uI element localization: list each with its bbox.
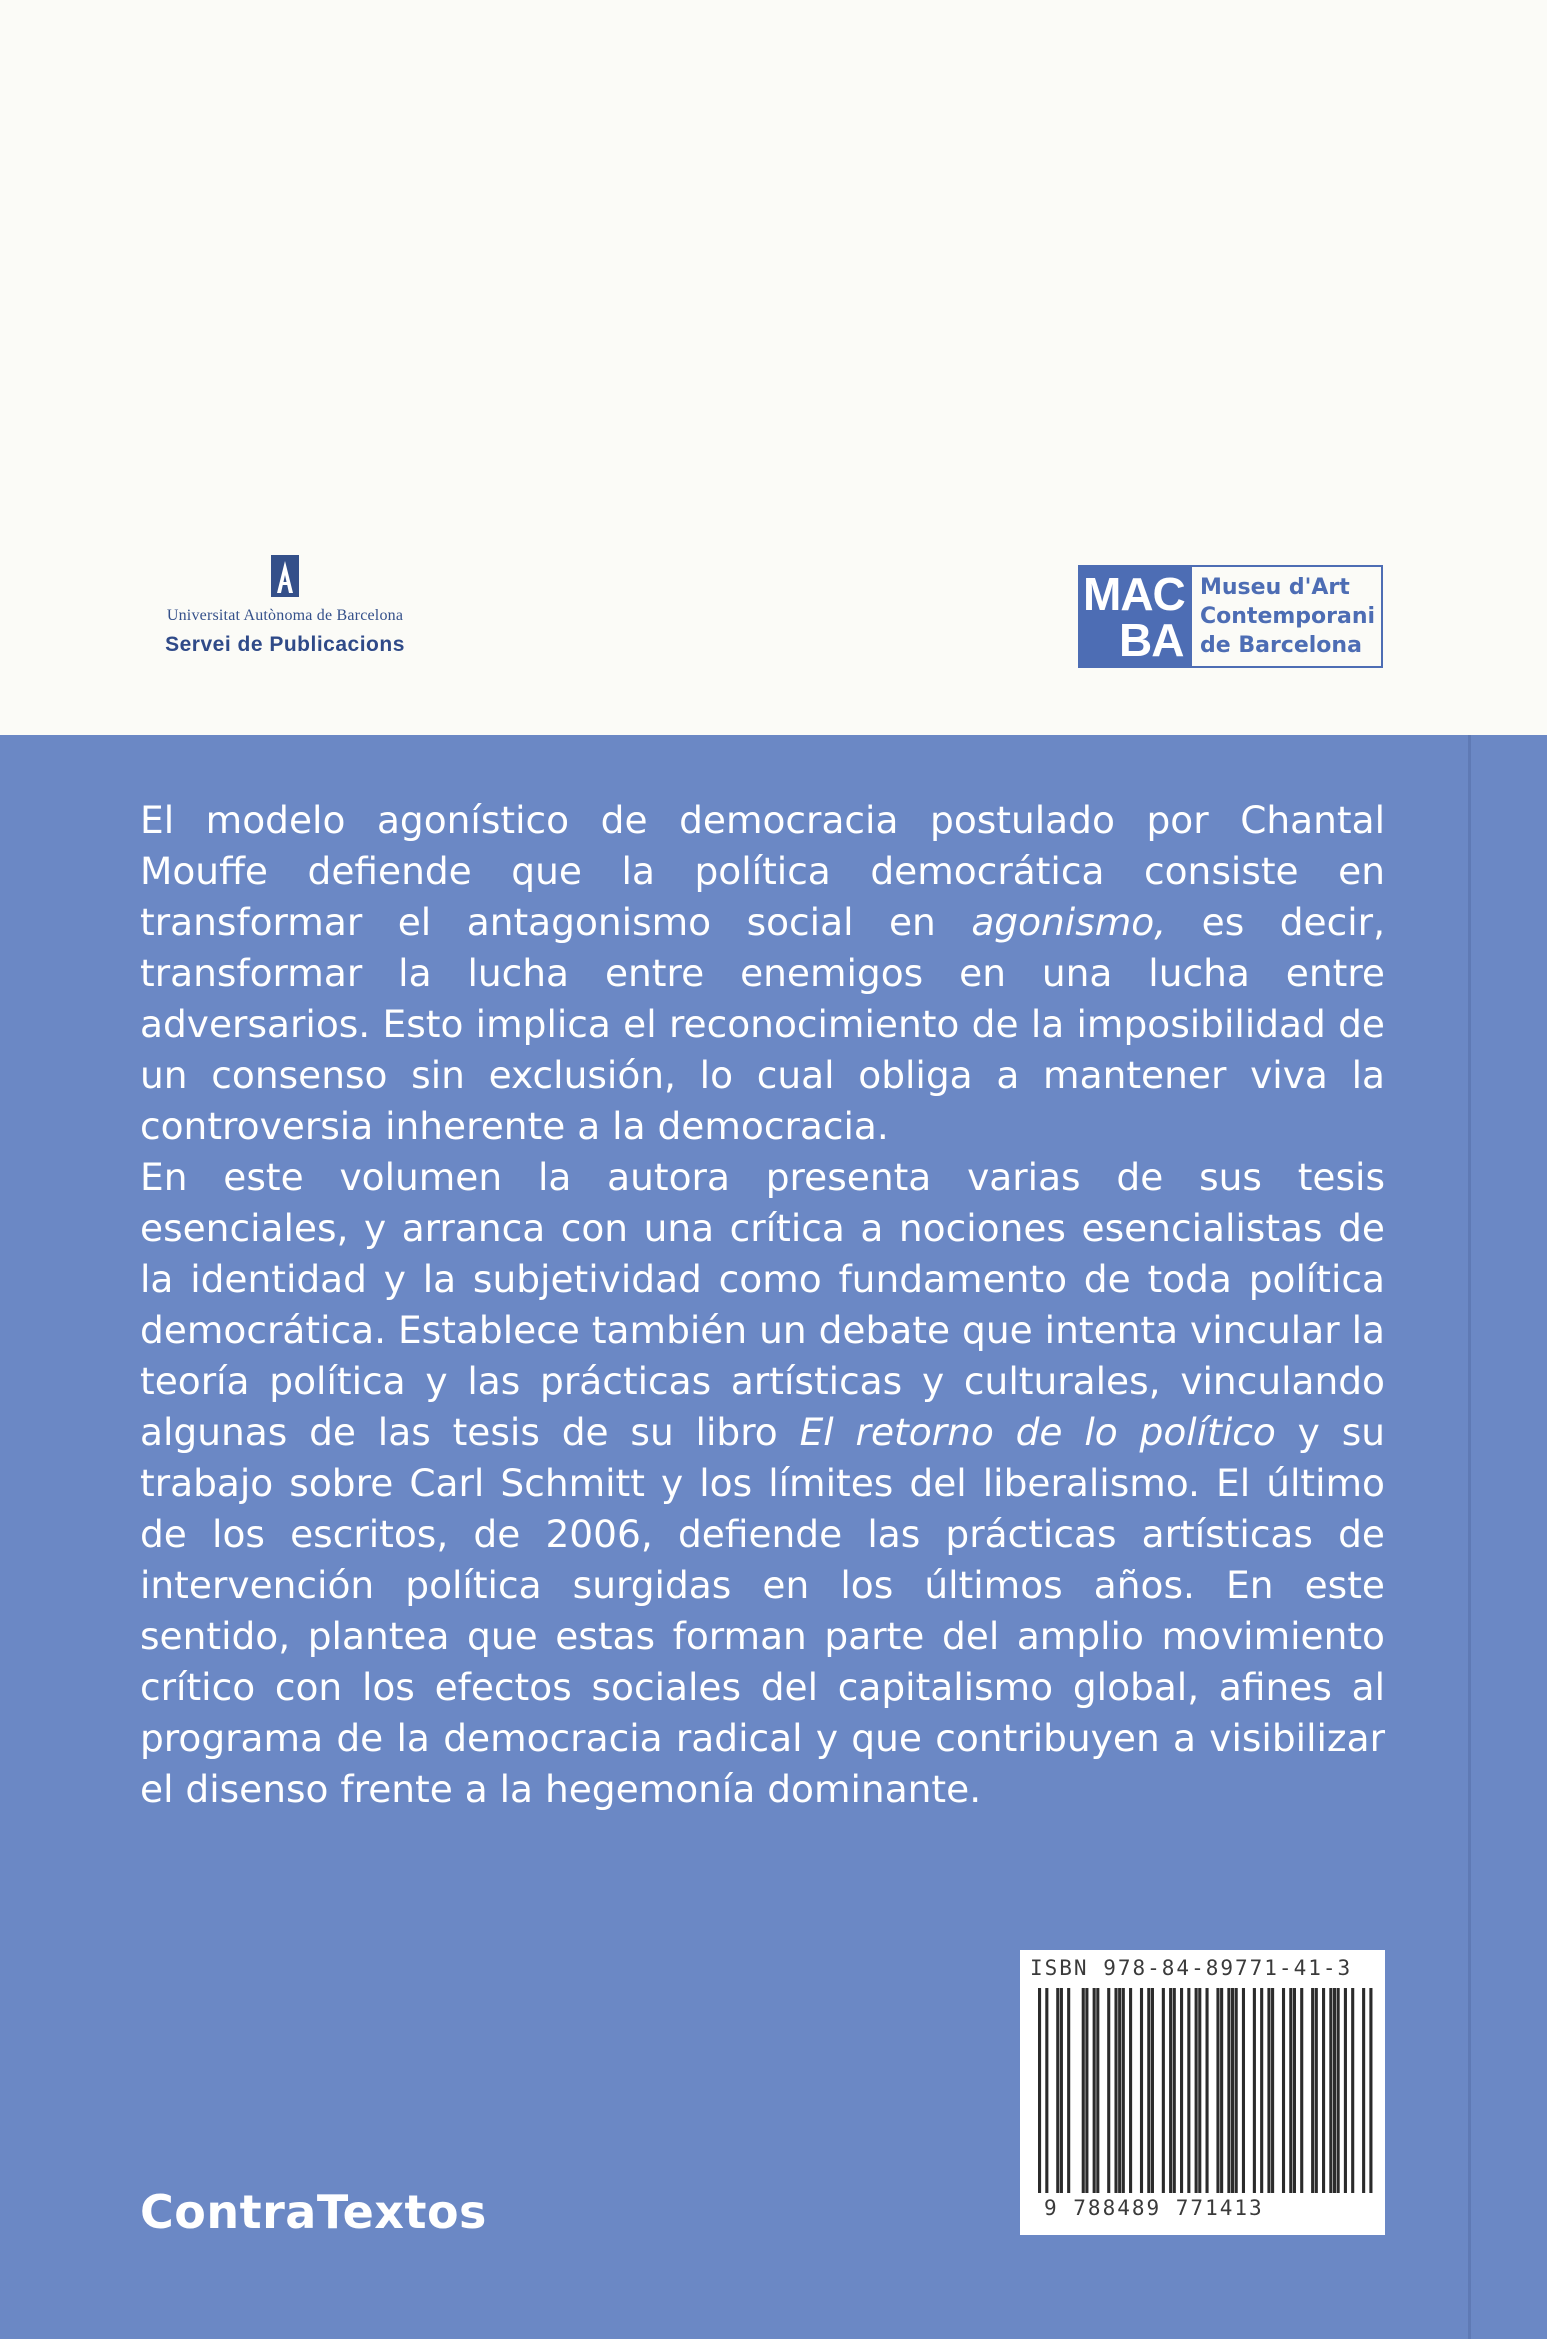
cover-fold-edge (1468, 735, 1471, 2339)
macba-mark-line2: BA (1119, 613, 1184, 666)
imprint-contratextos: ContraTextos (140, 2185, 487, 2239)
isbn-barcode (1020, 1950, 1385, 2235)
barcode-digits: 9 788489 771413 (1044, 2196, 1264, 2220)
macba-mark-line1: MAC (1083, 567, 1185, 620)
university-name: Universitat Autònoma de Barcelona (166, 607, 404, 624)
isbn-label: ISBN 978-84-89771-41-3 (1030, 1956, 1353, 1980)
publications-service-name: Servei de Publicacions (165, 633, 405, 656)
museum-name-line3: de Barcelona (1200, 633, 1362, 658)
macba-museum-name (1192, 565, 1383, 668)
publisher-uab-block (130, 555, 440, 657)
blurb-p1-end: es decir, transformar la lucha entre enemigos en una lucha entre adversarios. Esto implica el reconocimiento de la imposibilidad de un consenso sin exclusión, lo cual obliga a mantener viva la controversia inherente a la democracia. (140, 900, 1385, 1148)
back-cover-blurb (140, 795, 1385, 1815)
blurb-paragraph-2 (140, 1152, 1385, 1815)
museum-name-line2: Contemporani (1200, 604, 1376, 629)
blurb-p1-text: El modelo agonístico de democracia postulado por Chantal Mouffe defiende que la política democrática consiste en transformar el antagonismo social en (140, 798, 1385, 944)
barcode-bars (1038, 1988, 1373, 2193)
blurb-paragraph-1 (140, 795, 1385, 1152)
blurb-p1-emphasis: agonismo, (971, 900, 1167, 944)
cover-top-white-area (0, 0, 1547, 735)
blurb-p2-end: y su trabajo sobre Carl Schmitt y los límites del liberalismo. El último de los escritos, de 2006, defiende las prácticas artísticas de intervención política surgidas en los últimos años. En este sentido, plantea que estas forman parte del amplio movimiento crítico con los efectos sociales del capitalismo global, afines al programa de la democracia radical y que contribuyen a visibilizar el disenso frente a la hegemonía dominante. (140, 1410, 1386, 1811)
blurb-p2-book-title: El retorno de lo político (799, 1410, 1276, 1454)
macba-logo (1078, 565, 1383, 668)
macba-mark (1078, 565, 1192, 668)
museum-name-line1: Museu d'Art (1200, 575, 1350, 600)
blurb-p2-text: En este volumen la autora presenta varias de sus tesis esenciales, y arranca con una crítica a nociones esencialistas de la identidad y la subjetividad como fundamento de toda política democrática. Establece también un debate que intenta vincular la teoría política y las prácticas artísticas y culturales, vinculando algunas de las tesis de su libro (140, 1155, 1385, 1454)
uab-a-logo-icon (271, 555, 299, 597)
